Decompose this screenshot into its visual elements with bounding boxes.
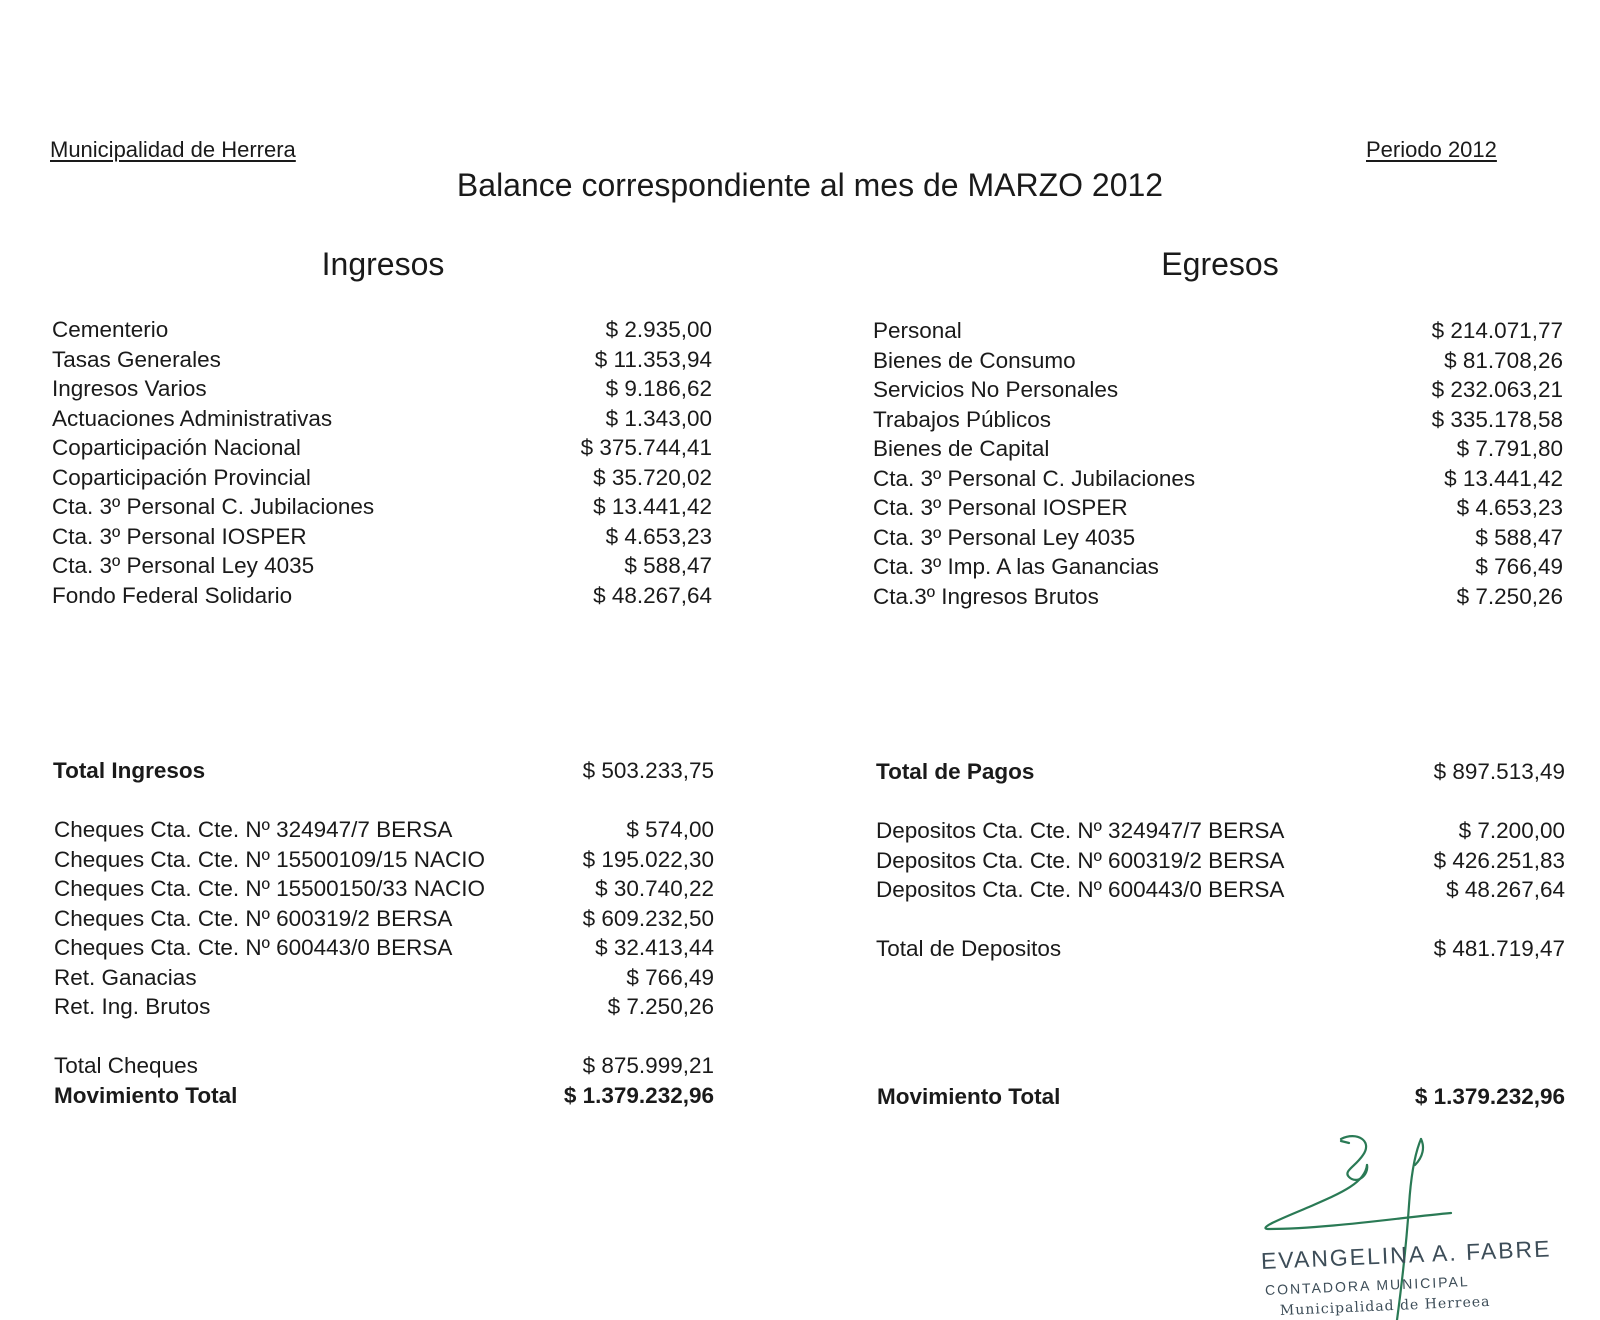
item-label: Personal [873, 318, 962, 343]
item-label: Tasas Generales [52, 346, 221, 372]
item-amount: $ 7.200,00 [1458, 818, 1565, 843]
total-depositos [876, 934, 1565, 964]
item-amount: $ 4.653,23 [1456, 495, 1563, 520]
item-label: Ret. Ganacias [54, 964, 197, 990]
item-label: Fondo Federal Solidario [52, 582, 293, 608]
item-amount: $ 335.178,58 [1431, 406, 1563, 432]
stamp-name: EVANGELINA A. FABRE [1260, 1235, 1552, 1274]
depositos-list [876, 816, 1565, 905]
movimiento-label: Movimiento Total [877, 1084, 1061, 1109]
item-label: Bienes de Capital [873, 436, 1050, 461]
item-label: Cta. 3º Personal IOSPER [873, 495, 1128, 520]
item-amount: $ 588,47 [624, 553, 712, 578]
item-amount: $ 11.353,94 [594, 346, 712, 372]
ingresos-list [52, 315, 712, 610]
item-amount: $ 7.791,80 [1456, 436, 1563, 461]
item-label: Ret. Ing. Brutos [54, 994, 211, 1019]
item-label: Ingresos Varios [52, 376, 207, 401]
item-amount: $ 1.343,00 [605, 405, 712, 431]
item-label: Cta. 3º Imp. A las Ganancias [873, 554, 1159, 579]
item-amount: $ 609.232,50 [582, 905, 714, 931]
item-amount: $ 2.935,00 [605, 317, 712, 342]
item-label: Cta. 3º Personal C. Jubilaciones [52, 494, 375, 519]
item-label: Coparticipación Provincial [52, 464, 311, 490]
list-item [873, 464, 1563, 494]
stamp-role: CONTADORA MUNICIPAL [1264, 1273, 1470, 1298]
item-amount: $ 13.441,42 [593, 494, 712, 519]
item-amount: $ 7.250,26 [1456, 583, 1563, 609]
list-item [54, 992, 714, 1022]
list-item [873, 316, 1563, 346]
item-label: Cheques Cta. Cte. Nº 600443/0 BERSA [54, 935, 453, 960]
item-amount: $ 7.250,26 [607, 994, 714, 1019]
item-amount: $ 30.740,22 [595, 876, 714, 901]
item-label: Depositos Cta. Cte. Nº 324947/7 BERSA [876, 818, 1285, 843]
item-label: Trabajos Públicos [873, 406, 1052, 432]
item-amount: $ 4.653,23 [605, 523, 712, 549]
item-amount: $ 32.413,44 [595, 935, 714, 960]
item-label: Depositos Cta. Cte. Nº 600319/2 BERSA [876, 847, 1285, 873]
list-item [52, 345, 712, 375]
total-ingresos-label: Total Ingresos [53, 758, 206, 783]
list-item [52, 551, 712, 581]
list-item [873, 405, 1563, 435]
movimiento-total-ingresos [54, 1081, 714, 1111]
period-header: Periodo 2012 [1366, 137, 1497, 162]
item-label: Coparticipación Nacional [52, 435, 301, 460]
item-label: Cheques Cta. Cte. Nº 600319/2 BERSA [54, 905, 453, 931]
list-item [873, 346, 1563, 376]
list-item [52, 315, 712, 345]
list-item [52, 374, 712, 404]
list-item [52, 581, 712, 611]
item-amount: $ 588,47 [1475, 524, 1563, 550]
item-label: Servicios No Personales [873, 377, 1119, 402]
total-cheques-label: Total Cheques [54, 1053, 198, 1078]
page-title: Balance correspondiente al mes de MARZO 2012 [456, 167, 1164, 203]
item-label: Cta. 3º Personal Ley 4035 [873, 524, 1136, 550]
list-item [52, 492, 712, 522]
list-item [54, 874, 714, 904]
item-amount: $ 766,49 [1475, 554, 1563, 579]
item-amount: $ 13.441,42 [1444, 465, 1563, 491]
total-depositos-amount: $ 481.719,47 [1433, 936, 1565, 961]
list-item [54, 815, 714, 845]
total-cheques-amount: $ 875.999,21 [582, 1053, 714, 1078]
item-amount: $ 766,49 [626, 964, 714, 990]
item-amount: $ 214.071,77 [1431, 318, 1563, 343]
list-item [873, 375, 1563, 405]
item-label: Depositos Cta. Cte. Nº 600443/0 BERSA [876, 877, 1285, 902]
list-item [873, 493, 1563, 523]
item-label: Actuaciones Administrativas [52, 405, 333, 431]
list-item [52, 522, 712, 552]
movimiento-total-egresos [877, 1082, 1565, 1112]
list-item [54, 904, 714, 934]
list-item [873, 552, 1563, 582]
egresos-list [873, 316, 1563, 611]
item-label: Cta. 3º Personal Ley 4035 [52, 553, 315, 578]
item-label: Cta. 3º Personal C. Jubilaciones [873, 465, 1196, 491]
item-amount: $ 48.267,64 [1446, 877, 1565, 902]
item-amount: $ 9.186,62 [605, 376, 712, 401]
movimiento-amount: $ 1.379.232,96 [563, 1083, 714, 1108]
total-pagos [876, 757, 1565, 787]
egresos-title: Egresos [1161, 246, 1279, 282]
item-label: Cheques Cta. Cte. Nº 15500150/33 NACIO [54, 876, 485, 901]
item-amount: $ 574,00 [626, 817, 714, 842]
total-ingresos [53, 756, 714, 786]
total-pagos-label: Total de Pagos [876, 759, 1035, 784]
item-amount: $ 375.744,41 [580, 435, 712, 460]
item-amount: $ 35.720,02 [593, 464, 712, 490]
total-cheques [54, 1051, 714, 1081]
ingresos-title: Ingresos [321, 246, 445, 282]
list-item [873, 582, 1563, 612]
list-item [873, 434, 1563, 464]
movimiento-label: Movimiento Total [54, 1083, 238, 1108]
list-item [52, 433, 712, 463]
movimiento-amount: $ 1.379.232,96 [1414, 1084, 1565, 1109]
total-pagos-amount: $ 897.513,49 [1433, 759, 1565, 784]
item-label: Bienes de Consumo [873, 347, 1076, 373]
item-label: Cementerio [52, 317, 169, 342]
item-amount: $ 48.267,64 [593, 582, 712, 608]
item-label: Cta.3º Ingresos Brutos [873, 583, 1099, 609]
item-label: Cheques Cta. Cte. Nº 324947/7 BERSA [54, 817, 453, 842]
item-amount: $ 195.022,30 [582, 846, 714, 872]
item-label: Cheques Cta. Cte. Nº 15500109/15 NACIO [54, 846, 485, 872]
item-amount: $ 232.063,21 [1431, 377, 1563, 402]
cheques-list [54, 815, 714, 1022]
list-item [876, 875, 1565, 905]
list-item [876, 816, 1565, 846]
item-amount: $ 426.251,83 [1433, 847, 1565, 873]
item-label: Cta. 3º Personal IOSPER [52, 523, 307, 549]
signature-stamp [1245, 1125, 1565, 1320]
list-item [52, 463, 712, 493]
list-item [54, 933, 714, 963]
list-item [54, 845, 714, 875]
total-depositos-label: Total de Depositos [876, 936, 1062, 961]
municipality-header: Municipalidad de Herrera [50, 137, 296, 162]
list-item [52, 404, 712, 434]
item-amount: $ 81.708,26 [1444, 347, 1563, 373]
list-item [873, 523, 1563, 553]
list-item [54, 963, 714, 993]
list-item [876, 846, 1565, 876]
total-ingresos-amount: $ 503.233,75 [582, 758, 714, 783]
stamp-municipality: Municipalidad de Herreea [1279, 1293, 1491, 1319]
